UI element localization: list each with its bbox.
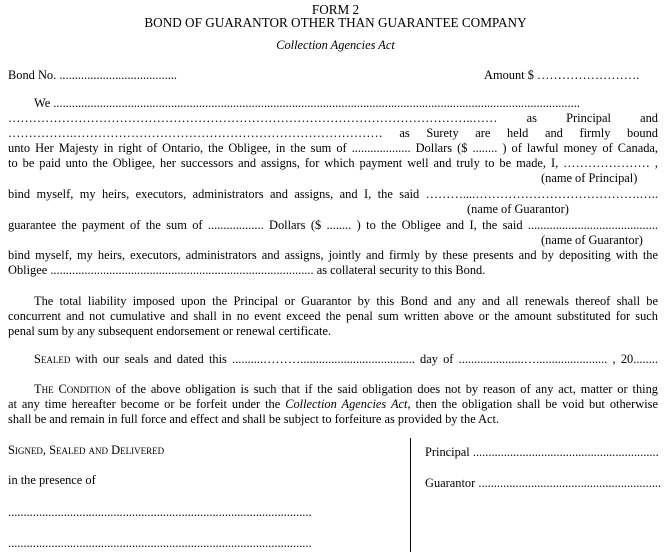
form-title: BOND OF GUARANTOR OTHER THAN GUARANTEE COMPANY [144,15,527,30]
liability-line-3: penal sum by any subsequent endorsement or renewal certificate. [8,324,332,338]
body-line-2: …………………………………………………………………………………………………..…… as Principal and [8,111,658,125]
body-line-6: bind myself, my heirs, executors, administrators and assigns, and I, the said ………....………………………………….….. [8,187,658,201]
bond-no [8,68,177,82]
body-line-4: unto Her Majesty in right of Ontario, the Obligee, in the sum of ................... Dollars ($ ........ ) of lawful money of Canada, [8,141,658,155]
liability-line-1: The total liability imposed upon the Principal or Guarantor by this Bond and any and all renewals thereof shall be [34,294,658,308]
caption-guarantor-1: (name of Guarantor) [467,202,569,216]
in-presence-of: in the presence of [8,473,96,487]
bond-no-blank: ...................................... [59,68,178,82]
condition-line-1 [34,382,658,396]
principal-signature [425,445,659,459]
witness-line-2: .................................................................................................. [8,536,312,550]
body-line-8: bind myself, my heirs, executors, administrators and assigns, jointly and firmly by these presents and by depositing with the [8,248,658,262]
caption-principal: (name of Principal) [541,171,638,185]
guarantor-blank: ........................................................... [478,476,662,490]
body-line-9: Obligee ..................................................................................... as collateral security to this Bond. [8,263,486,277]
sealed-lead: Sealed [34,352,71,366]
condition-line-1-text: of the above obligation is such that if the said obligation does not by reason of any act, matter or thing [110,382,658,396]
caption-guarantor-2: (name of Guarantor) [541,233,643,247]
body-line-5: to be paid unto the Obligee, her successors and assigns, for which payment well and truly to be made, I, ………………… , [8,156,658,170]
condition-line-2-pre: at any time hereafter become or be forfeit under the [8,397,286,411]
body-line-7: guarantee the payment of the sum of .................. Dollars ($ ........ ) to the Obligee and I, the said .......................................... [8,218,658,232]
witness-line-1: .................................................................................................. [8,505,312,519]
sealed-text: with our seals and dated this ..........………..................................... day of .....................…....................... , 20........ [70,352,658,366]
form-number: FORM 2 [311,2,360,17]
liability-line-2: concurrent and not cumulative and shall in no event exceed the penal sum written above or the amount substituted for such [8,309,658,323]
body-line-3: …………….………………………………………………………………… as Surety are held and firmly bound [8,126,658,140]
condition-line-2 [8,397,658,411]
condition-act: Collection Agencies Act [285,397,408,411]
act-name: Collection Agencies Act [276,38,395,52]
guarantor-label: Guarantor [425,476,476,490]
signed-sealed-delivered: Signed, Sealed and Delivered [8,443,165,457]
principal-label: Principal [425,445,470,459]
amount [484,68,639,82]
amount-blank: ……………………. [537,68,640,82]
body-line-1: We .......................................................................................................................................................................... [34,96,580,110]
sealed-line [34,352,658,366]
condition-line-2-post: , then the obligation shall be void but otherwise [407,397,658,411]
bond-no-label: Bond No. [8,68,57,82]
amount-label: Amount $ [484,68,534,82]
principal-blank: ............................................................ [472,445,659,459]
condition-line-3: shall be and remain in full force and effect and shall be subject to forfeiture as provided by the Act. [8,412,500,426]
guarantor-signature [425,476,661,490]
condition-lead: The Condition [34,382,111,396]
signature-divider [410,438,411,552]
